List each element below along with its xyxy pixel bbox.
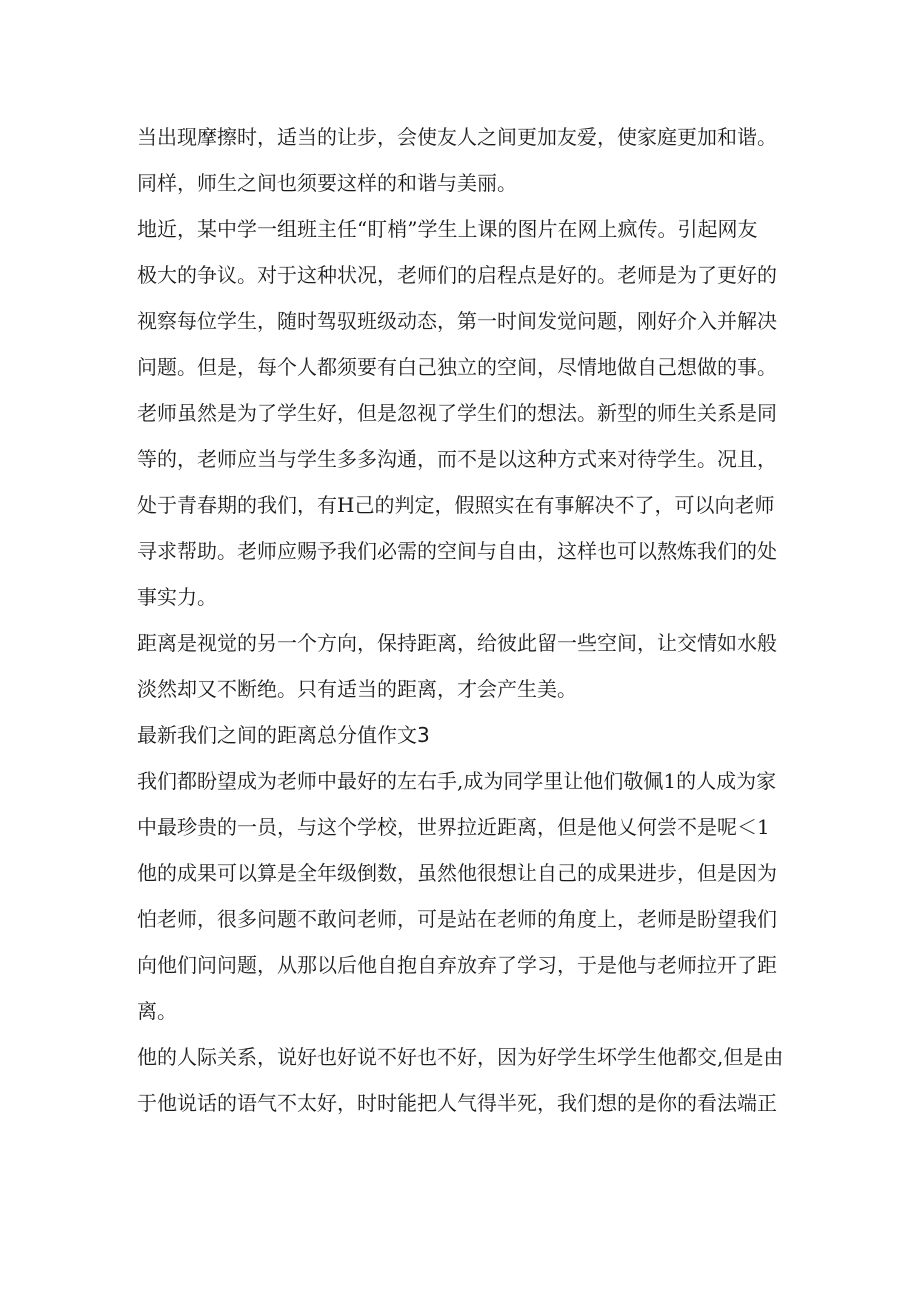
text-line: 处于青春期的我们，有H己的判定，假照实在有事解决不了，可以向老师 xyxy=(137,493,775,517)
text-line: 极大的争议。对于这种状况，老师们的启程点是好的。老师是为了更好的 xyxy=(137,263,777,287)
text-line: 淡然却又不断绝。只有适当的距离，才会产生美。 xyxy=(137,677,577,701)
text-line: 他的成果可以算是全年级倒数，虽然他很想让自己的成果进步，但是因为 xyxy=(137,861,777,885)
document-body xyxy=(137,114,787,1126)
text-line: 距离是视觉的另一个方向，保持距离，给彼此留一些空间，让交情如水般 xyxy=(137,631,777,655)
text-line: 等的，老师应当与学生多多沟通，而不是以这种方式来对待学生。况且， xyxy=(137,447,777,471)
text-line: 事实力。 xyxy=(137,585,217,609)
paragraph xyxy=(137,206,787,620)
section-heading xyxy=(137,712,787,758)
text-line: 他的人际关系，说好也好说不好也不好，因为好学生坏学生他都交,但是由 xyxy=(137,1045,784,1069)
text-line: 中最珍贵的一员，与这个学校，世界拉近距离，但是他乂何尝不是呢＜1 xyxy=(137,815,770,839)
text-line: 我们都盼望成为老师中最好的左右手,成为同学里让他们敬佩1的人成为家 xyxy=(137,769,777,793)
text-line: 向他们问问题，从那以后他自抱自弃放弃了学习，于是他与老师拉开了距 xyxy=(137,953,777,977)
text-line: 同样，师生之间也须要这样的和谐与美丽。 xyxy=(137,171,517,195)
text-line: 问题。但是，每个人都须要有白己独立的空间，尽情地做自己想做的事。 xyxy=(137,355,777,379)
text-line: 寻求帮助。老师应赐予我们必需的空间与自由，这样也可以熬炼我们的处 xyxy=(137,539,777,563)
paragraph xyxy=(137,620,787,712)
text-line: 怕老师，很多问题不敢问老师，可是站在老师的角度上，老师是盼望我们 xyxy=(137,907,777,931)
text-line: 视察每位学生，随时驾驭班级动态，第一时间发觉问题，刚好介入并解决 xyxy=(137,309,777,333)
heading-text: 最新我们之间的距离总分值作文3 xyxy=(137,723,430,747)
paragraph xyxy=(137,1034,787,1126)
text-line: 当出现摩擦时，适当的让步，会使友人之间更加友爱，使家庭更加和谐。 xyxy=(137,125,777,149)
text-line: 离。 xyxy=(137,999,177,1023)
paragraph xyxy=(137,114,787,206)
paragraph xyxy=(137,758,787,1034)
text-line: 老师虽然是为了学生好，但是忽视了学生们的想法。新型的师生关系是同 xyxy=(137,401,777,425)
text-line: 地近，某中学一组班主任“盯梢”学生上课的图片在网上疯传。引起网友 xyxy=(137,217,758,241)
text-line: 于他说话的语气不太好，时时能把人气得半死，我们想的是你的看法端正 xyxy=(137,1091,777,1115)
